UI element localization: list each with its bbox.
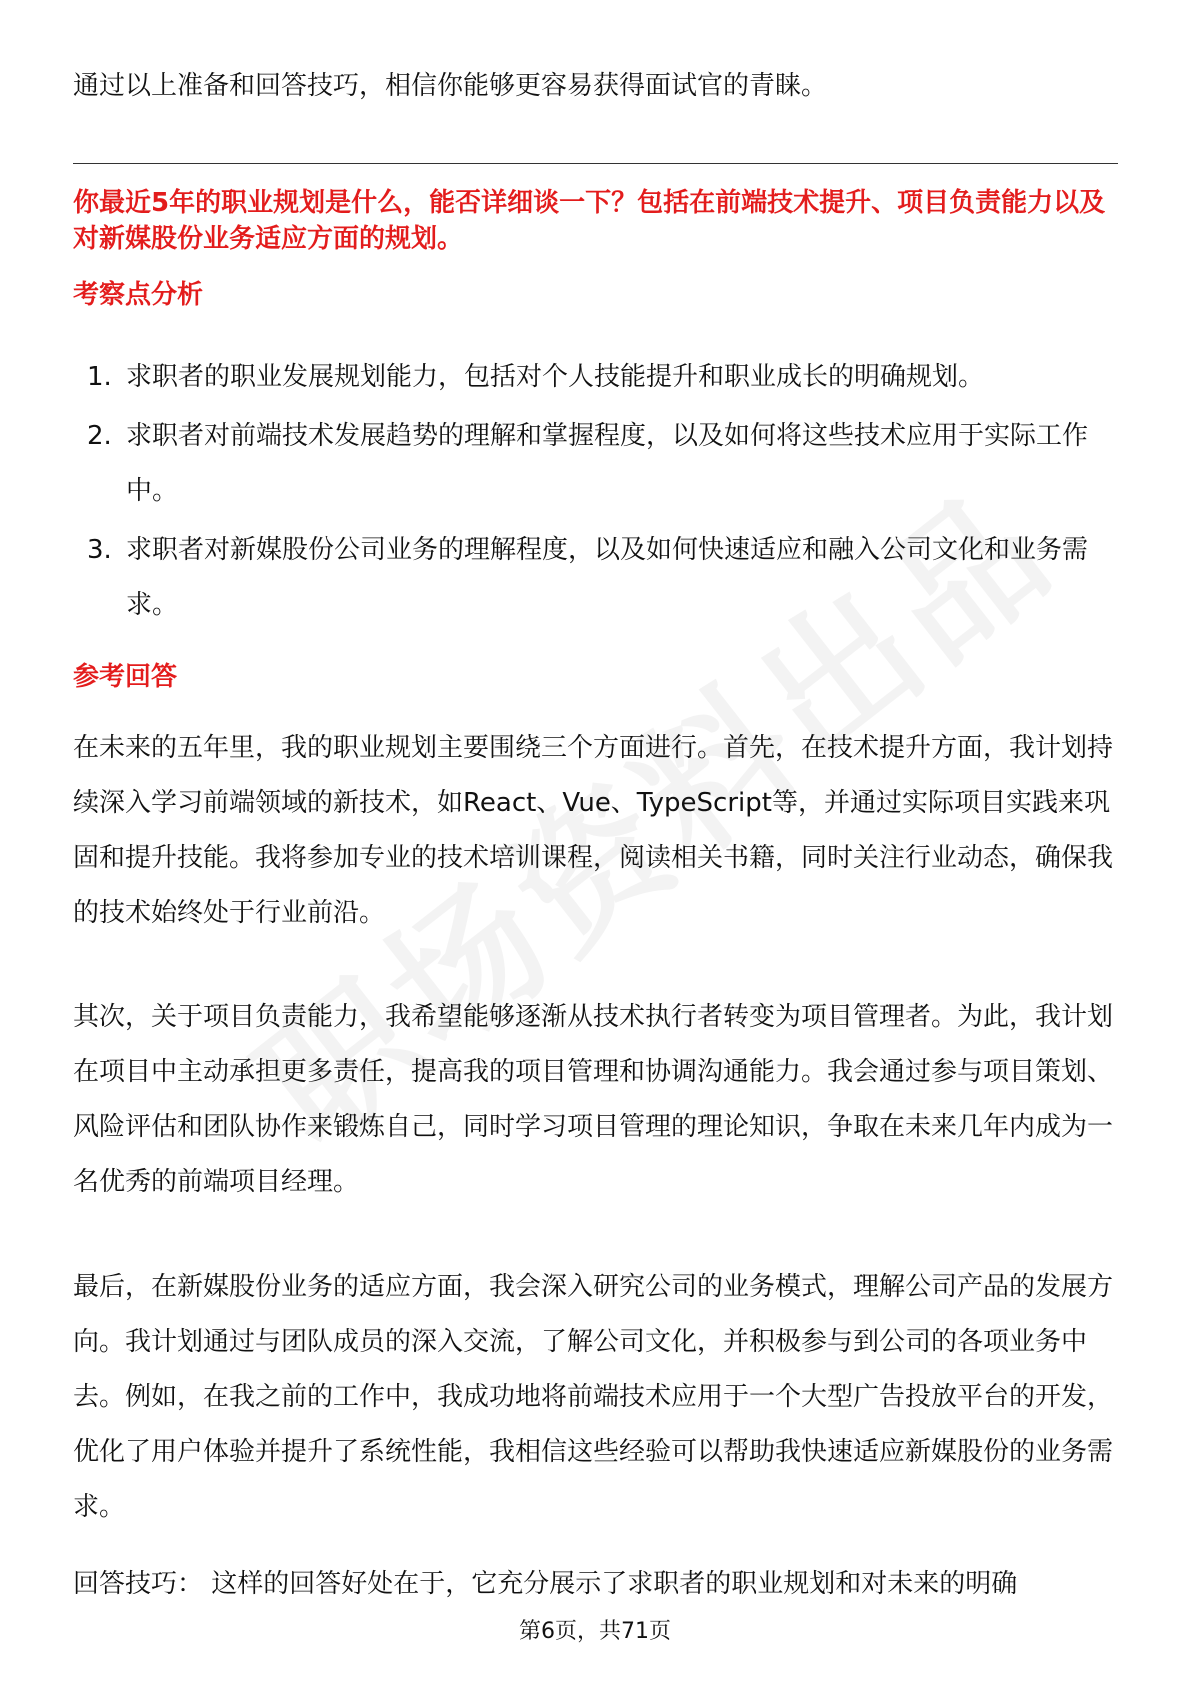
answer-paragraph-2: 其次，关于项目负责能力，我希望能够逐渐从技术执行者转变为项目管理者。为此，我计划在项目中主动承担更多责任，提高我的项目管理和协调沟通能力。我会通过参与项目策划、风险评估和团队协作来锻炼自己，同时学习项目管理的理论知识，争取在未来几年内成为一名优秀的前端项目经理。 xyxy=(73,1002,1114,1197)
list-item xyxy=(73,350,1118,405)
list-item xyxy=(73,523,1118,633)
list-item-text: 求职者的职业发展规划能力，包括对个人技能提升和职业成长的明确规划。 xyxy=(126,362,985,392)
intro-line: 通过以上准备和回答技巧，相信你能够更容易获得面试官的青睐。 xyxy=(73,71,828,101)
analysis-title: 考察点分析 xyxy=(73,280,204,310)
list-item-number: 3. xyxy=(87,535,112,565)
list-item-text: 求职者对前端技术发展趋势的理解和掌握程度，以及如何将这些技术应用于实际工作中。 xyxy=(126,421,1089,506)
list-item-text: 求职者对新媒股份公司业务的理解程度，以及如何快速适应和融入公司文化和业务需求。 xyxy=(126,535,1089,620)
answer-tip: 回答技巧： 这样的回答好处在于，它充分展示了求职者的职业规划和对未来的明确 xyxy=(73,1569,1018,1599)
analysis-list xyxy=(73,350,1118,637)
list-item-number: 1. xyxy=(87,362,112,392)
question-heading: 你最近5年的职业规划是什么，能否详细谈一下？包括在前端技术提升、项目负责能力以及对新媒股份业务适应方面的规划。 xyxy=(73,188,1106,254)
section-divider xyxy=(73,163,1118,164)
answer-title: 参考回答 xyxy=(73,662,178,692)
page-footer: 第6页，共71页 xyxy=(519,1619,671,1644)
answer-paragraph-3: 最后，在新媒股份业务的适应方面，我会深入研究公司的业务模式，理解公司产品的发展方向。我计划通过与团队成员的深入交流，了解公司文化，并积极参与到公司的各项业务中去。例如，在我之前的工作中，我成功地将前端技术应用于一个大型广告投放平台的开发，优化了用户体验并提升了系统性能，我相信这些经验可以帮助我快速适应新媒股份的业务需求。 xyxy=(73,1272,1114,1522)
list-item xyxy=(73,409,1118,519)
list-item-number: 2. xyxy=(87,421,112,451)
answer-paragraph-1: 在未来的五年里，我的职业规划主要围绕三个方面进行。首先，在技术提升方面，我计划持续深入学习前端领域的新技术，如React、Vue、TypeScript等，并通过实际项目实践来巩固和提升技能。我将参加专业的技术培训课程，阅读相关书籍，同时关注行业动态，确保我的技术始终处于行业前沿。 xyxy=(73,733,1114,928)
